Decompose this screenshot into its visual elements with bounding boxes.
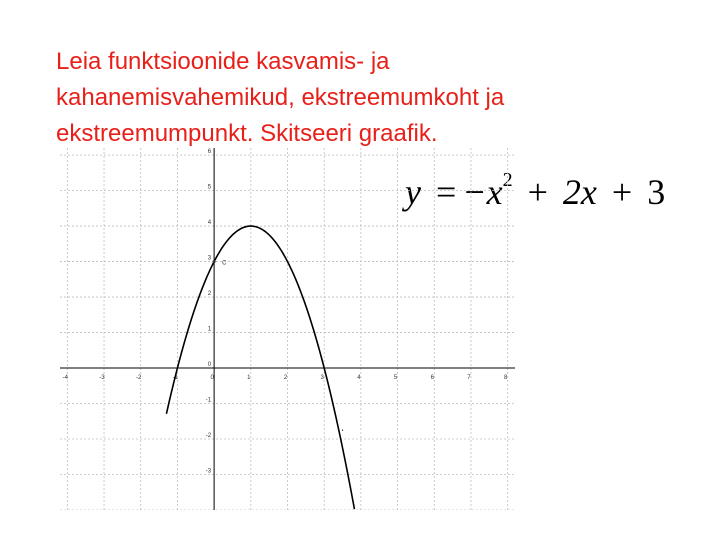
x-tick-label: -3 [99, 375, 105, 382]
title-line-2: kahanemisvahemikud, ekstreemumkoht ja [56, 84, 505, 111]
formula-exponent: 2 [502, 169, 513, 191]
x-tick-label: 6 [430, 375, 434, 382]
x-tick-label: 1 [247, 375, 251, 382]
curve-data-point [177, 367, 178, 368]
curve-data-point [195, 305, 196, 306]
x-tick-label: -1 [172, 375, 179, 382]
title-line-3: ekstreemumpunkt. Skitseeri graafik. [56, 120, 438, 147]
y-tick-label: -2 [205, 433, 212, 440]
point-c-label: C [222, 260, 227, 267]
curve-data-point [250, 225, 251, 226]
title-line-1: Leia funktsioonide kasvamis- ja [56, 48, 390, 75]
y-tick-label: 5 [207, 184, 212, 191]
y-tick-label: 2 [207, 291, 212, 298]
formula-neg-x: −x [462, 172, 503, 212]
curve-data-point [232, 234, 233, 235]
formula-y: y [405, 172, 421, 212]
curve-data-point [305, 305, 306, 306]
y-tick-label: 4 [207, 220, 212, 227]
y-tick-label: 1 [207, 326, 212, 333]
y-tick-label: -1 [205, 397, 212, 404]
formula-term-2x: 2x [562, 172, 597, 212]
formula-plus-1: + [527, 172, 548, 212]
parabola-chart [60, 148, 515, 510]
x-tick-label: -2 [136, 375, 142, 382]
formula-equals: = [435, 172, 457, 212]
x-tick-label: 8 [503, 375, 508, 382]
y-tick-label: 6 [207, 149, 212, 156]
x-tick-label: 3 [320, 375, 324, 382]
x-tick-label: -4 [62, 375, 69, 382]
curve-data-point [269, 234, 270, 235]
curve-data-point [342, 430, 343, 431]
x-tick-label: 4 [357, 375, 361, 382]
curve-data-point [324, 367, 325, 368]
x-tick-label: 2 [283, 375, 288, 382]
formula-plus-2: + [611, 172, 633, 212]
x-tick-label: 7 [467, 375, 471, 382]
curve-data-point [287, 261, 288, 262]
slide-title [56, 44, 676, 152]
x-tick-label: 5 [393, 375, 398, 382]
y-tick-label: 3 [207, 255, 212, 262]
point-c-marker [213, 260, 216, 263]
x-tick-label: 0 [210, 375, 214, 382]
y-tick-label: -3 [205, 468, 212, 475]
y-tick-label: 0 [207, 362, 212, 369]
formula-constant: 3 [647, 172, 666, 212]
